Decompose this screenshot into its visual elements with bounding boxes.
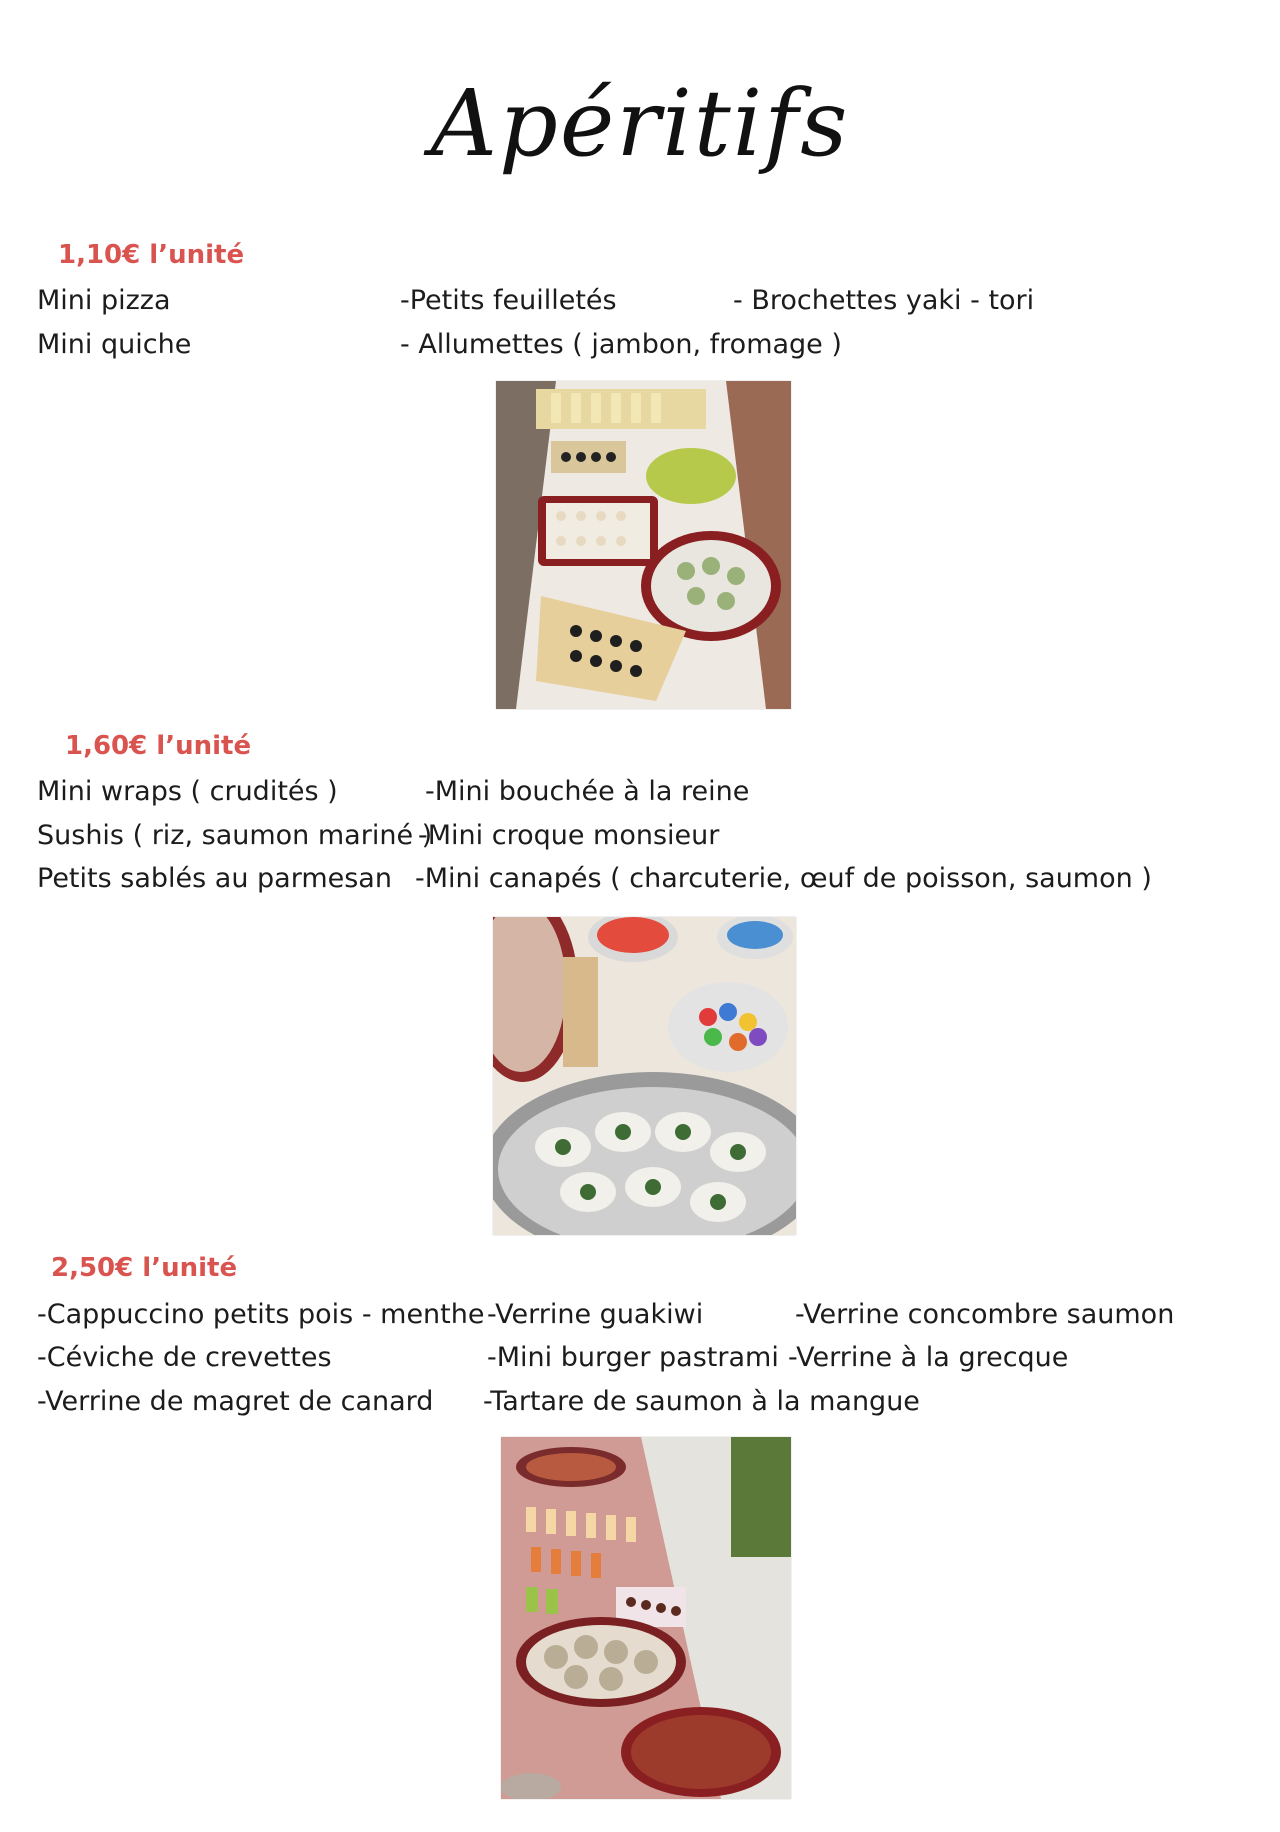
buffet-photo-3 [501, 1437, 791, 1799]
menu-item: -Verrine concombre saumon [795, 1299, 1175, 1330]
menu-item: - Allumettes ( jambon, fromage ) [400, 329, 842, 360]
menu-item: -Mini canapés ( charcuterie, œuf de poisson, saumon ) [415, 863, 1152, 894]
buffet-photo-2 [493, 917, 796, 1235]
menu-item: -Tartare de saumon à la mangue [483, 1386, 920, 1417]
menu-item: -Mini croque monsieur [418, 820, 720, 851]
menu-item: Mini pizza [37, 285, 171, 316]
menu-item: -Mini burger pastrami [487, 1342, 779, 1373]
buffet-photo-1 [496, 381, 791, 709]
menu-item: -Verrine de magret de canard [37, 1386, 434, 1417]
menu-item: -Verrine guakiwi [487, 1299, 704, 1330]
price-heading-3: 2,50€ l’unité [51, 1253, 238, 1283]
menu-item: Petits sablés au parmesan [37, 863, 392, 894]
menu-item: -Verrine à la grecque [788, 1342, 1069, 1373]
menu-item: Sushis ( riz, saumon mariné ) [37, 820, 433, 851]
menu-item: -Mini bouchée à la reine [425, 776, 750, 807]
price-heading-2: 1,60€ l’unité [65, 731, 252, 761]
page-title: Apéritifs [430, 70, 850, 177]
menu-item: - Brochettes yaki - tori [733, 285, 1035, 316]
menu-item: Mini wraps ( crudités ) [37, 776, 338, 807]
menu-item: Mini quiche [37, 329, 192, 360]
menu-item: -Céviche de crevettes [37, 1342, 332, 1373]
menu-item: -Cappuccino petits pois - menthe [37, 1299, 485, 1330]
menu-item: -Petits feuilletés [400, 285, 617, 316]
price-heading-1: 1,10€ l’unité [58, 240, 245, 270]
